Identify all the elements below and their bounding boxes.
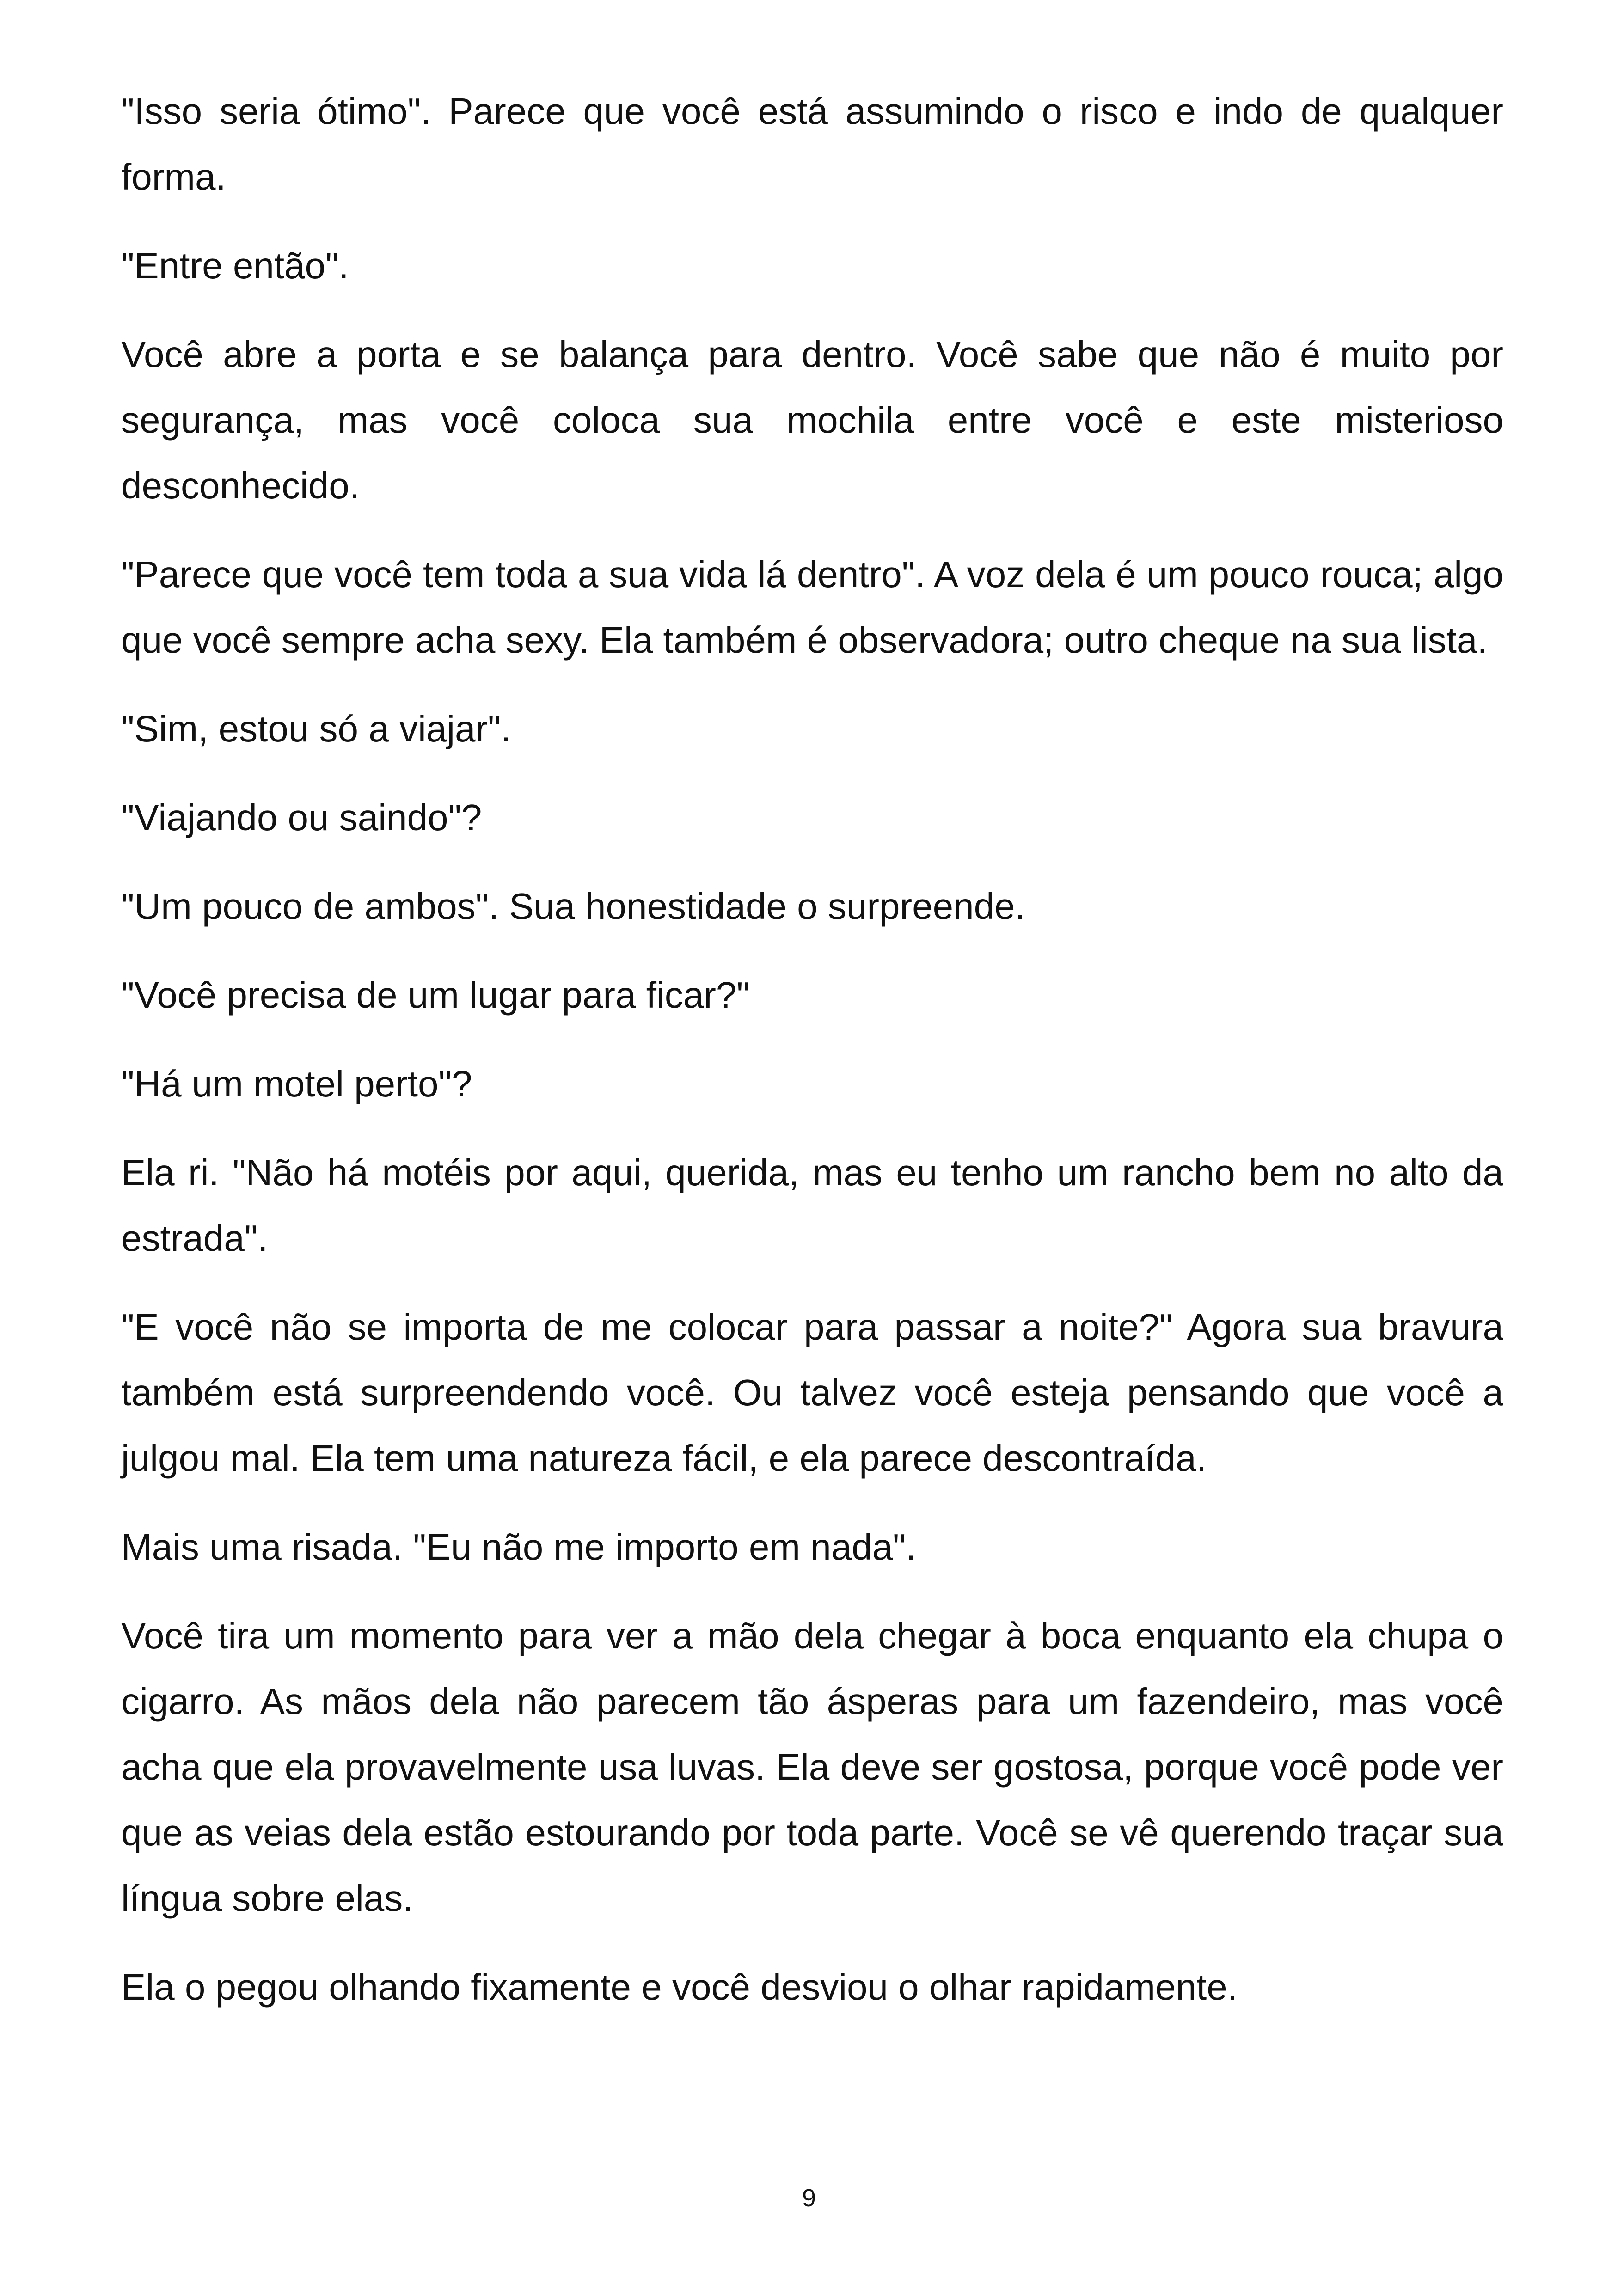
paragraph: "Entre então". [121, 245, 349, 286]
paragraph: Mais uma risada. "Eu não me importo em nada". [121, 1526, 916, 1567]
paragraph: Ela ri. "Não há motéis por aqui, querida, mas eu tenho um rancho bem no alto da estrada". [121, 1152, 1503, 1259]
paragraph: "Um pouco de ambos". Sua honestidade o surpreende. [121, 886, 1025, 927]
paragraph: "Viajando ou saindo"? [121, 797, 482, 838]
paragraph: "Parece que você tem toda a sua vida lá dentro". A voz dela é um pouco rouca; algo que você sempre acha sexy. Ela também é observadora; outro cheque na sua lista. [121, 554, 1503, 661]
paragraph: Você tira um momento para ver a mão dela chegar à boca enquanto ela chupa o cigarro. As mãos dela não parecem tão ásperas para um fazendeiro, mas você acha que ela provavelmente usa luvas. Ela deve ser gostosa, porque você pode ver que as veias dela estão estourando por toda parte. Você se vê querendo traçar sua língua sobre elas. [121, 1615, 1503, 1919]
paragraph: "Sim, estou só a viajar". [121, 708, 511, 749]
page-number: 9 [802, 2184, 816, 2212]
paragraph: "Há um motel perto"? [121, 1063, 472, 1104]
paragraph: "Isso seria ótimo". Parece que você está assumindo o risco e indo de qualquer forma. [121, 91, 1503, 197]
paragraph: "Você precisa de um lugar para ficar?" [121, 974, 750, 1016]
paragraph: Você abre a porta e se balança para dentro. Você sabe que não é muito por segurança, mas você coloca sua mochila entre você e este misterioso desconhecido. [121, 334, 1503, 506]
body-text [121, 79, 1503, 2043]
paragraph: Ela o pegou olhando fixamente e você desviou o olhar rapidamente. [121, 1966, 1238, 2008]
paragraph: "E você não se importa de me colocar para passar a noite?" Agora sua bravura também está surpreendendo você. Ou talvez você esteja pensando que você a julgou mal. Ela tem uma natureza fácil, e ela parece descontraída. [121, 1306, 1503, 1479]
